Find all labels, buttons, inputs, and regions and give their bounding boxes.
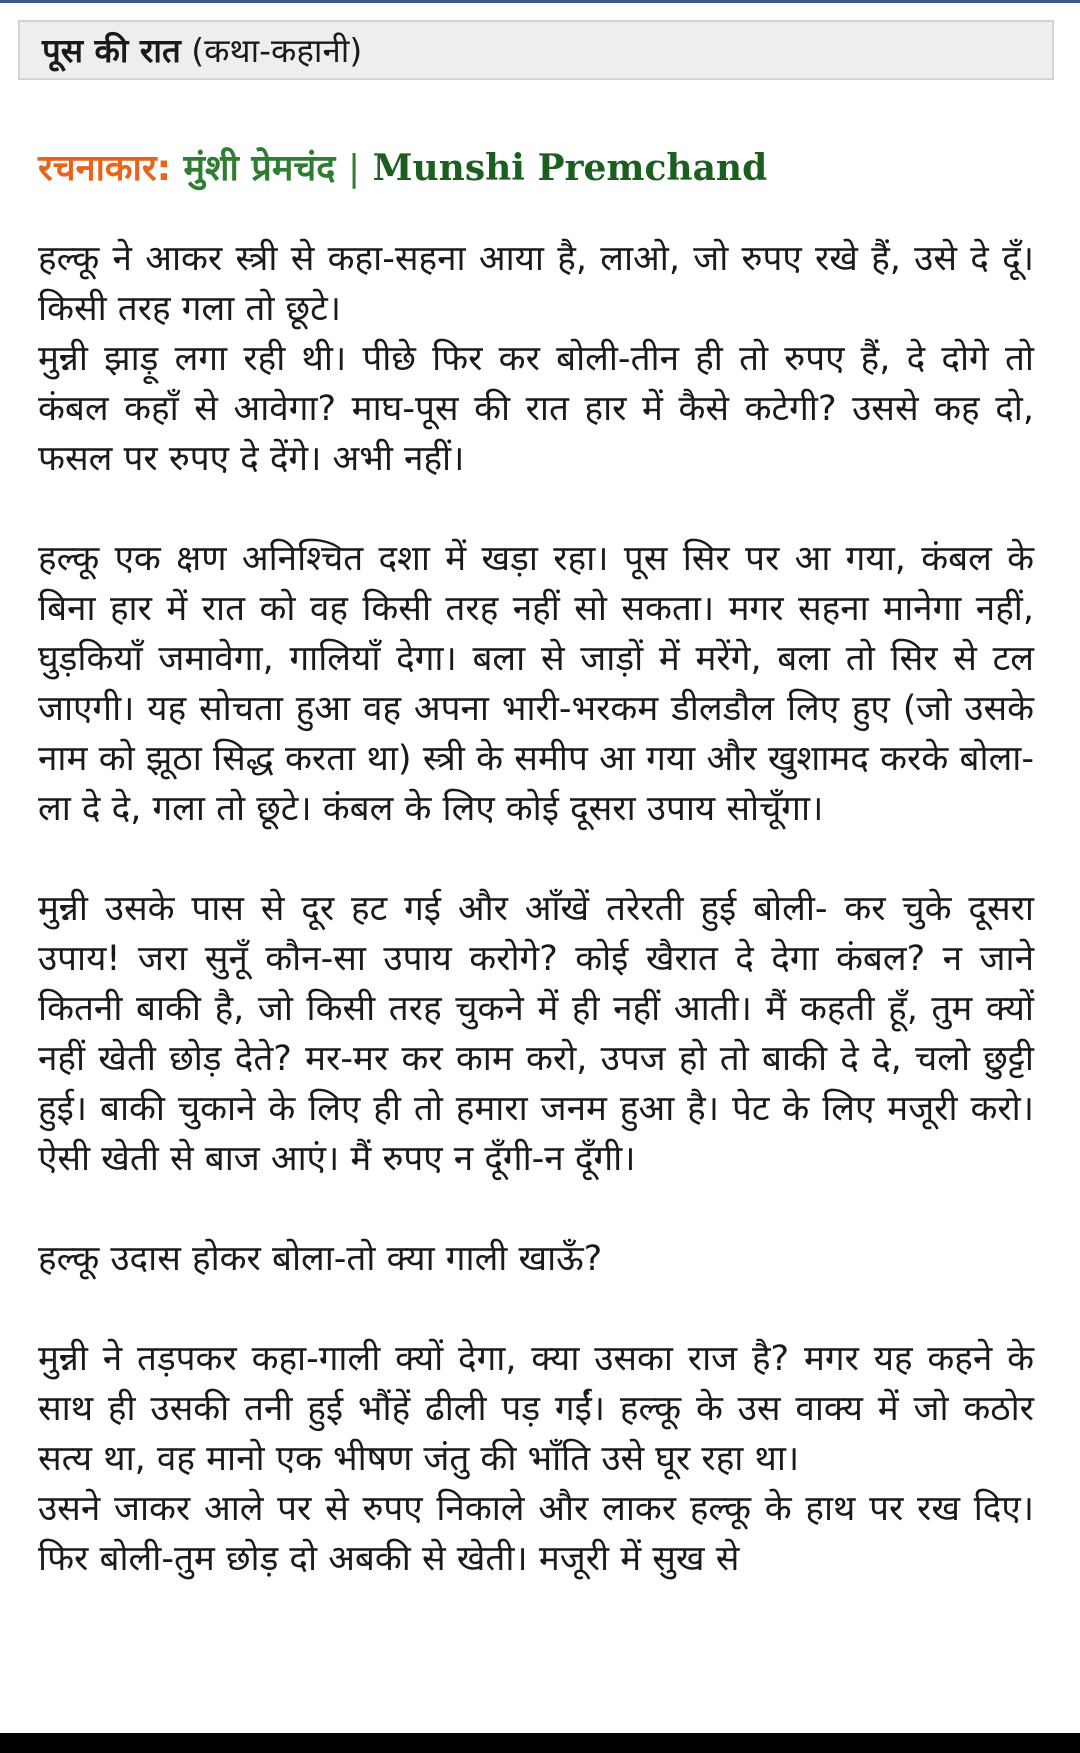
story-paragraph: हल्कू उदास होकर बोला-तो क्या गाली खाऊँ? [38,1239,603,1279]
author-name-english-link[interactable]: Munshi Premchand [372,147,768,189]
author-name-hindi-link[interactable]: मुंशी प्रेमचंद [183,148,336,189]
story-title: पूस की रात [42,31,181,70]
author-separator: | [347,148,361,189]
story-genre: (कथा-कहानी) [191,31,363,70]
story-paragraph: मुन्नी ने तड़पकर कहा-गाली क्यों देगा, क्या उसका राज है? मगर यह कहने के साथ ही उसकी तनी हुई भौंहें ढीली पड़ गईं। हल्कू के उस वाक्य में जो कठोर सत्य था, वह मानो एक भीषण जंतु की भाँति उसे घूर रहा था। [38,1339,1034,1479]
author-line [38,146,767,191]
author-label: रचनाकार: [38,148,171,189]
story-body [38,234,1034,1584]
story-paragraph: हल्कू ने आकर स्त्री से कहा-सहना आया है, लाओ, जो रुपए रखे हैं, उसे दे दूँ। किसी तरह गला तो छूटे। [38,239,1034,329]
system-navigation-bar [0,1733,1080,1753]
story-paragraph: उसने जाकर आले पर से रुपए निकाले और लाकर हल्कू के हाथ पर रख दिए। फिर बोली-तुम छोड़ दो अबकी से खेती। मजूरी में सुख से [38,1489,1034,1579]
story-paragraph: मुन्नी उसके पास से दूर हट गई और आँखें तरेरती हुई बोली- कर चुके दूसरा उपाय! जरा सुनूँ कौन-सा उपाय करोगे? कोई खैरात दे देगा कंबल? न जाने कितनी बाकी है, जो किसी तरह चुकने में ही नहीं आती। मैं कहती हूँ, तुम क्यों नहीं खेती छोड़ देते? मर-मर कर काम करो, उपज हो तो बाकी दे दे, चलो छुट्टी हुई। बाकी चुकाने के लिए ही तो हमारा जनम हुआ है। पेट के लिए मजूरी करो। ऐसी खेती से बाज आएं। मैं रुपए न दूँगी-न दूँगी। [38,889,1034,1179]
story-paragraph: मुन्नी झाड़ू लगा रही थी। पीछे फिर कर बोली-तीन ही तो रुपए हैं, दे दोगे तो कंबल कहाँ से आवेगा? माघ-पूस की रात हार में कैसे कटेगी? उससे कह दो, फसल पर रुपए दे देंगे। अभी नहीं। [38,339,1034,479]
story-paragraph: हल्कू एक क्षण अनिश्चित दशा में खड़ा रहा। पूस सिर पर आ गया, कंबल के बिना हार में रात को वह किसी तरह नहीं सो सकता। मगर सहना मानेगा नहीं, घुड़कियाँ जमावेगा, गालियाँ देगा। बला से जाड़ों में मरेंगे, बला तो सिर से टल जाएगी। यह सोचता हुआ वह अपना भारी-भरकम डीलडौल लिए हुए (जो उसके नाम को झूठा सिद्ध करता था) स्त्री के समीप आ गया और खुशामद करके बोला-ला दे दे, गला तो छूटे। कंबल के लिए कोई दूसरा उपाय सोचूँगा। [38,539,1034,829]
story-title-box [18,20,1054,80]
top-accent-line [0,0,1080,3]
